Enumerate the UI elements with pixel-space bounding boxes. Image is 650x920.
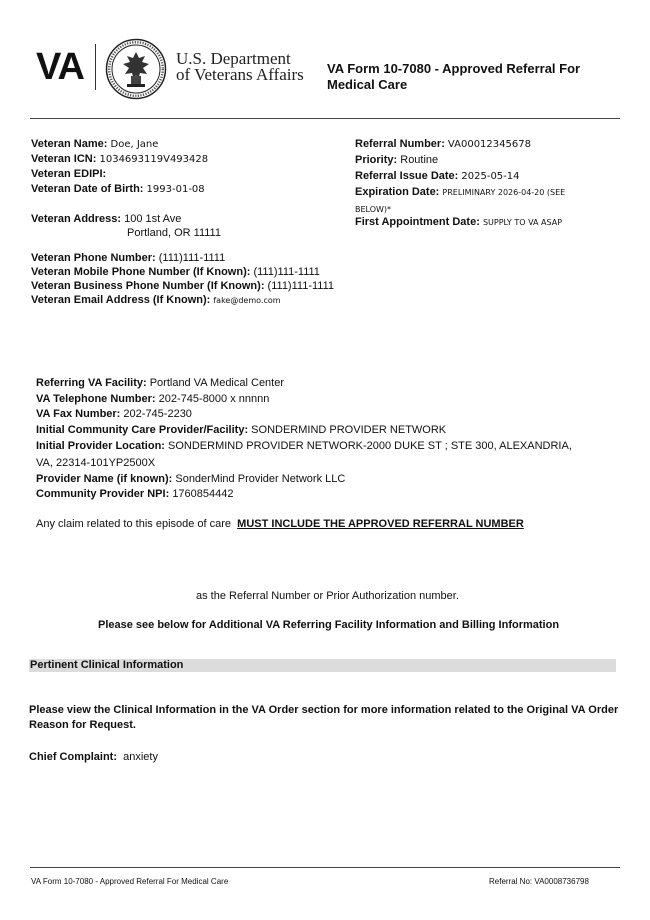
clinical-notice-line1: Please view the Clinical Information in the VA Order section for more information related to the Original VA Order	[29, 704, 619, 716]
header-rule	[30, 118, 620, 119]
veteran-edipi-row: Veteran EDIPI:	[31, 168, 107, 180]
initial-ccp-row: Initial Community Care Provider/Facility: SONDERMIND PROVIDER NETWORK	[36, 424, 447, 436]
veteran-address-row: Veteran Address: 100 1st Ave	[31, 213, 182, 225]
claim-notice: Any claim related to this episode of care MUST INCLUDE THE APPROVED REFERRAL NUMBER	[36, 518, 524, 530]
va-seal-icon	[105, 38, 167, 100]
provider-name-row: Provider Name (if known): SonderMind Provider Network LLC	[36, 473, 346, 485]
issue-date-row: Referral Issue Date: 2025-05-14	[355, 170, 520, 182]
veteran-name-row: Veteran Name: Doe, Jane	[31, 138, 159, 150]
veteran-email-row: Veteran Email Address (If Known): fake@demo.com	[31, 294, 281, 306]
provider-npi-row: Community Provider NPI: 1760854442	[36, 488, 234, 500]
veteran-business-row: Veteran Business Phone Number (If Known): (111)111-1111	[31, 280, 334, 292]
first-appointment-row: First Appointment Date: SUPPLY TO VA ASAP	[355, 216, 563, 228]
initial-location-row: Initial Provider Location: SONDERMIND PROVIDER NETWORK-2000 DUKE ST ; STE 300, ALEXANDRIA,	[36, 440, 572, 452]
veteran-address-line2: Portland, OR 11111	[127, 227, 221, 239]
veteran-phone-row: Veteran Phone Number: (111)111-1111	[31, 252, 226, 264]
veteran-mobile-row: Veteran Mobile Phone Number (If Known): (111)111-1111	[31, 266, 320, 278]
footer-form-name: VA Form 10-7080 - Approved Referral For Medical Care	[31, 877, 229, 886]
veteran-icn-row: Veteran ICN: 1034693119V493428	[31, 153, 209, 165]
footer-referral-number: Referral No: VA0008736798	[489, 877, 589, 886]
clinical-section-header: Pertinent Clinical Information	[29, 659, 616, 672]
chief-complaint-row: Chief Complaint: anxiety	[29, 751, 158, 763]
claim-notice-suffix: as the Referral Number or Prior Authorization number.	[196, 590, 459, 602]
expiration-line2: BELOW)*	[355, 205, 392, 214]
see-below-notice: Please see below for Additional VA Referring Facility Information and Billing Information	[98, 619, 560, 631]
clinical-notice-line2: Reason for Request.	[29, 719, 136, 731]
form-title: VA Form 10-7080 - Approved Referral For Medical Care	[327, 61, 581, 92]
referral-number-row: Referral Number: VA00012345678	[355, 138, 531, 150]
va-telephone-row: VA Telephone Number: 202-745-8000 x nnnnn	[36, 393, 270, 405]
priority-row: Priority: Routine	[355, 154, 439, 166]
referring-facility-row: Referring VA Facility: Portland VA Medical Center	[36, 377, 285, 389]
expiration-row: Expiration Date: PRELIMINARY 2026-04-20 (SEE	[355, 186, 566, 198]
department-name: U.S. Department of Veterans Affairs	[176, 49, 304, 84]
header-divider	[95, 44, 96, 90]
footer-rule	[30, 867, 620, 868]
va-logo-text: VA	[36, 46, 84, 88]
veteran-dob-row: Veteran Date of Birth: 1993-01-08	[31, 183, 205, 195]
initial-location-line2: VA, 22314-101YP2500X	[36, 457, 156, 469]
va-fax-row: VA Fax Number: 202-745-2230	[36, 408, 192, 420]
